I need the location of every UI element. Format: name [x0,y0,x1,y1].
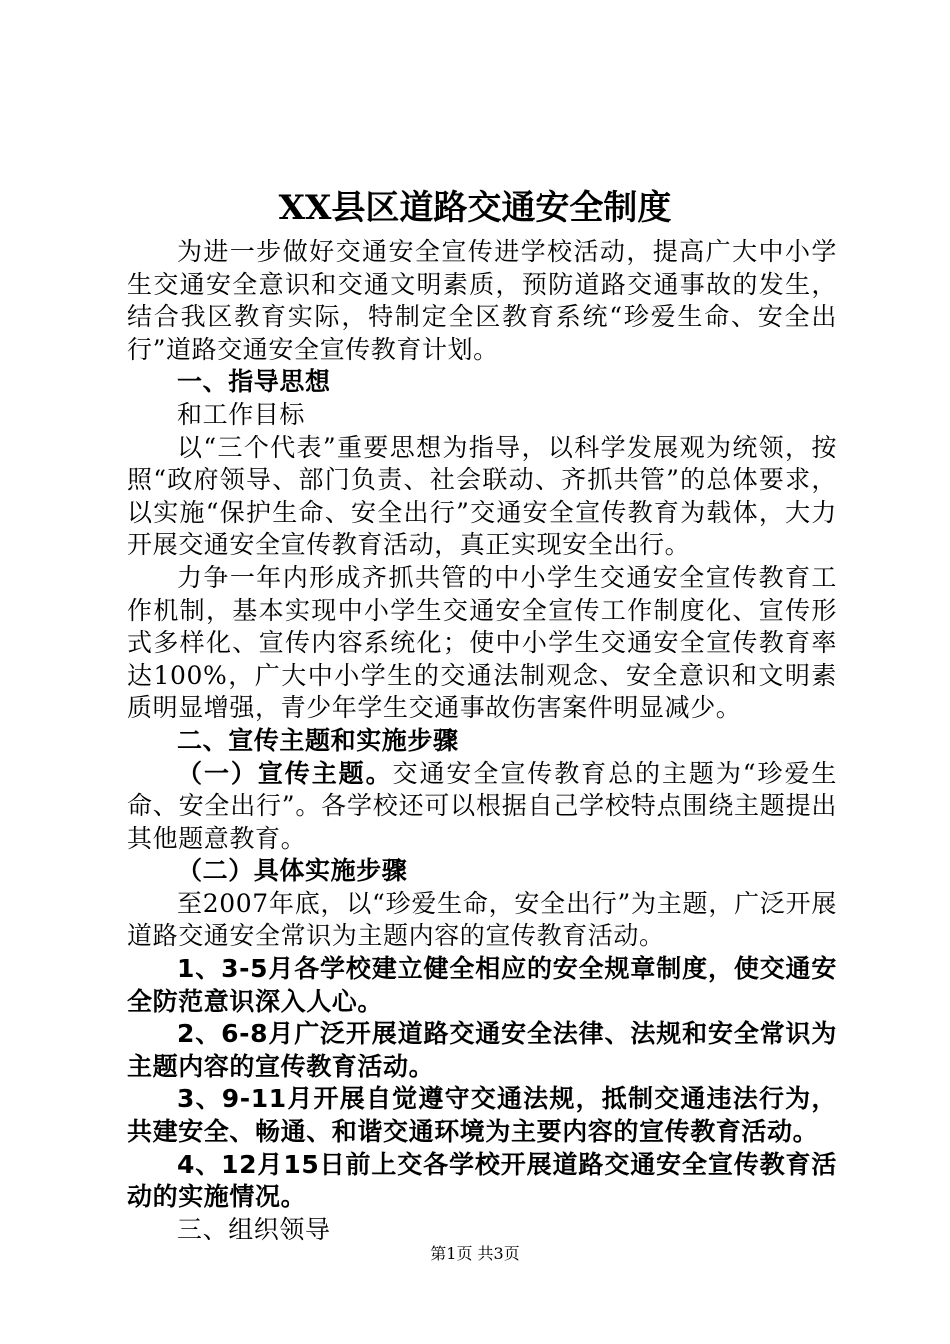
page-number-footer: 第1页 共3页 [430,1244,520,1263]
step-4-paragraph: 4、12月15日前上交各学校开展道路交通安全宣传教育活动的实施情况。 [127,1149,837,1212]
step-3-paragraph: 3、9-11月开展自觉遵守交通法规，抵制交通违法行为，共建安全、畅通、和谐交通环境为主要内容的宣传教育活动。 [127,1084,837,1147]
document-body [127,236,837,1246]
implementation-intro-paragraph: 至2007年底，以“珍爱生命，安全出行”为主题，广泛开展道路交通安全常识为主题内容的宣传教育活动。 [127,888,837,951]
section-heading-theme-and-steps: 二、宣传主题和实施步骤 [177,725,459,755]
theme-text: 交通安全宣传教育总的主题为“珍爱生命、安全出行”。各学校还可以根据自己学校特点围绕主题提出其他题意教育。 [127,758,837,853]
step-2-paragraph: 2、6-8月广泛开展道路交通安全法律、法规和安全常识为主题内容的宣传教育活动。 [127,1019,837,1081]
intro-paragraph: 为进一步做好交通安全宣传进学校活动，提高广大中小学生交通安全意识和交通文明素质，预防道路交通事故的发生，结合我区教育实际，特制定全区教育系统“珍爱生命、安全出行”道路交通安全宣传教育计划。 [127,237,837,364]
theme-paragraph [127,758,837,856]
section-heading-organization: 三、组织领导 [177,1214,331,1244]
work-goal-paragraph: 力争一年内形成齐抓共管的中小学生交通安全宣传教育工作机制，基本实现中小学生交通安全宣传工作制度化、宣传形式多样化、宣传内容系统化；使中小学生交通安全宣传教育率达100%，广大中小学生的交通法制观念、安全意识和文明素质明显增强，青少年学生交通事故伤害案件明显减少。 [127,562,837,723]
section-heading-guiding-ideology: 一、指导思想 [177,367,331,397]
document-title: XX县区道路交通安全制度 [278,188,672,228]
subheading-implementation-steps: （二）具体实施步骤 [177,856,408,886]
theme-subheading: （一）宣传主题。 [177,758,393,788]
step-1-paragraph: 1、3-5月各学校建立健全相应的安全规章制度，使交通安全防范意识深入人心。 [127,954,837,1016]
section-heading-continuation: 和工作目标 [177,399,306,429]
guiding-ideology-paragraph: 以“三个代表”重要思想为指导，以科学发展观为统领，按照“政府领导、部门负责、社会联动、齐抓共管”的总体要求，以实施“保护生命、安全出行”交通安全宣传教育为载体，大力开展交通安全宣传教育活动，真正实现安全出行。 [127,432,837,560]
